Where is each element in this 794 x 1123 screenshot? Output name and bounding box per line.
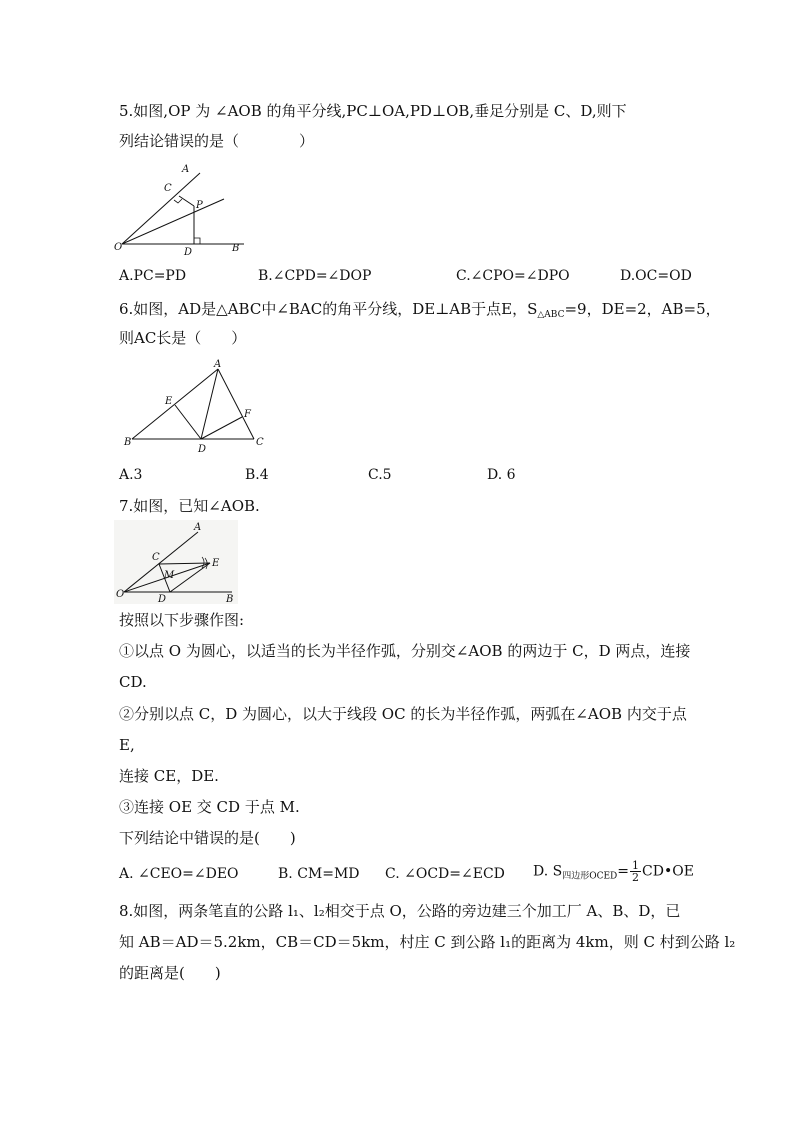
q6-label-e: E bbox=[165, 396, 173, 407]
q5-label-d: D bbox=[184, 247, 193, 258]
fraction-denominator: 2 bbox=[632, 871, 640, 884]
q5-stem-line1: 5.如图,OP 为 ∠AOB 的角平分线,PC⊥OA,PD⊥OB,垂足分别是 C、D,则下 bbox=[119, 102, 627, 120]
q7-label-e: E bbox=[212, 558, 220, 569]
q5-label-c: C bbox=[164, 183, 172, 194]
q7-figure bbox=[114, 520, 238, 604]
q6-stem-sub: △ABC bbox=[537, 310, 565, 320]
q6-stem-pre: 6.如图，AD是△ABC中∠BAC的角平分线，DE⊥AB于点E，S bbox=[119, 300, 538, 318]
q7-stem: 7.如图，已知∠AOB. bbox=[119, 497, 260, 515]
q7-step1-line1: ①以点 O 为圆心，以适当的长为半径作弧，分别交∠AOB 的两边于 C，D 两点，连接 bbox=[119, 642, 691, 660]
q8-stem-line2: 知 AB＝AD＝5.2km，CB＝CD＝5km，村庄 C 到公路 l₁的距离为 4km，则 C 村到公路 l₂ bbox=[119, 933, 736, 951]
q5-figure bbox=[112, 158, 262, 258]
q6-option-c[interactable]: C.5 bbox=[368, 467, 392, 483]
q6-label-a: A bbox=[214, 359, 222, 370]
q6-label-d: D bbox=[198, 444, 207, 455]
q6-option-b[interactable]: B.4 bbox=[245, 467, 269, 483]
q8-stem-line1: 8.如图，两条笔直的公路 l₁、l₂相交于点 O，公路的旁边建三个加工厂 A、B、D，已 bbox=[119, 902, 681, 920]
q6-stem-line1 bbox=[119, 299, 721, 325]
q6-option-d[interactable]: D. 6 bbox=[487, 467, 516, 483]
q7-steps-intro: 按照以下步骤作图: bbox=[119, 611, 245, 629]
q7-option-d-fraction bbox=[630, 860, 641, 883]
q5-label-o: O bbox=[114, 242, 123, 253]
q6-stem-post: =9，DE=2，AB=5， bbox=[564, 300, 721, 318]
q7-option-b[interactable]: B. CM=MD bbox=[278, 866, 360, 882]
q7-option-d[interactable] bbox=[533, 860, 694, 887]
q7-option-d-post: CD•OE bbox=[642, 863, 694, 880]
q5-label-b: B bbox=[232, 243, 240, 254]
q5-label-p: P bbox=[196, 200, 203, 211]
q5-label-a: A bbox=[182, 164, 190, 175]
q7-option-d-pre: D. S bbox=[533, 863, 563, 880]
q7-label-c: C bbox=[152, 552, 160, 563]
q7-option-c[interactable]: C. ∠OCD=∠ECD bbox=[385, 866, 505, 882]
q6-label-b: B bbox=[124, 437, 132, 448]
q5-option-d[interactable]: D.OC=OD bbox=[620, 268, 692, 284]
q5-option-c[interactable]: C.∠CPO=∠DPO bbox=[456, 268, 570, 284]
q7-label-m: M bbox=[164, 570, 175, 581]
q6-stem-line2: 则AC长是（ ） bbox=[119, 329, 247, 347]
q6-figure bbox=[118, 357, 278, 457]
q5-option-b[interactable]: B.∠CPD=∠DOP bbox=[258, 268, 372, 284]
q7-option-d-eq: = bbox=[617, 863, 630, 880]
q7-label-d: D bbox=[158, 594, 167, 604]
q7-step2-line1: ②分别以点 C，D 为圆心，以大于线段 OC 的长为半径作弧，两弧在∠AOB 内交于点 bbox=[119, 705, 687, 723]
q7-step3: ③连接 OE 交 CD 于点 M. bbox=[119, 798, 300, 816]
q7-label-b: B bbox=[226, 594, 234, 604]
fraction-numerator: 1 bbox=[632, 859, 640, 872]
q7-option-a[interactable]: A. ∠CEO=∠DEO bbox=[119, 866, 239, 882]
q6-label-f: F bbox=[244, 409, 251, 420]
q7-question: 下列结论中错误的是( ) bbox=[119, 829, 296, 847]
q7-label-a: A bbox=[194, 522, 202, 533]
q5-stem-line2: 列结论错误的是（ ） bbox=[119, 132, 315, 150]
q7-step1-line2: CD. bbox=[119, 673, 147, 691]
q7-label-o: O bbox=[116, 589, 125, 600]
q6-option-a[interactable]: A.3 bbox=[119, 467, 143, 483]
q6-label-c: C bbox=[256, 437, 264, 448]
q7-step2-line3: 连接 CE，DE. bbox=[119, 767, 219, 785]
q7-option-d-sub: 四边形OCED bbox=[562, 871, 618, 882]
q8-stem-line3: 的距离是( ) bbox=[119, 964, 221, 982]
q5-option-a[interactable]: A.PC=PD bbox=[119, 268, 187, 284]
q7-step2-line2: E, bbox=[119, 736, 135, 754]
